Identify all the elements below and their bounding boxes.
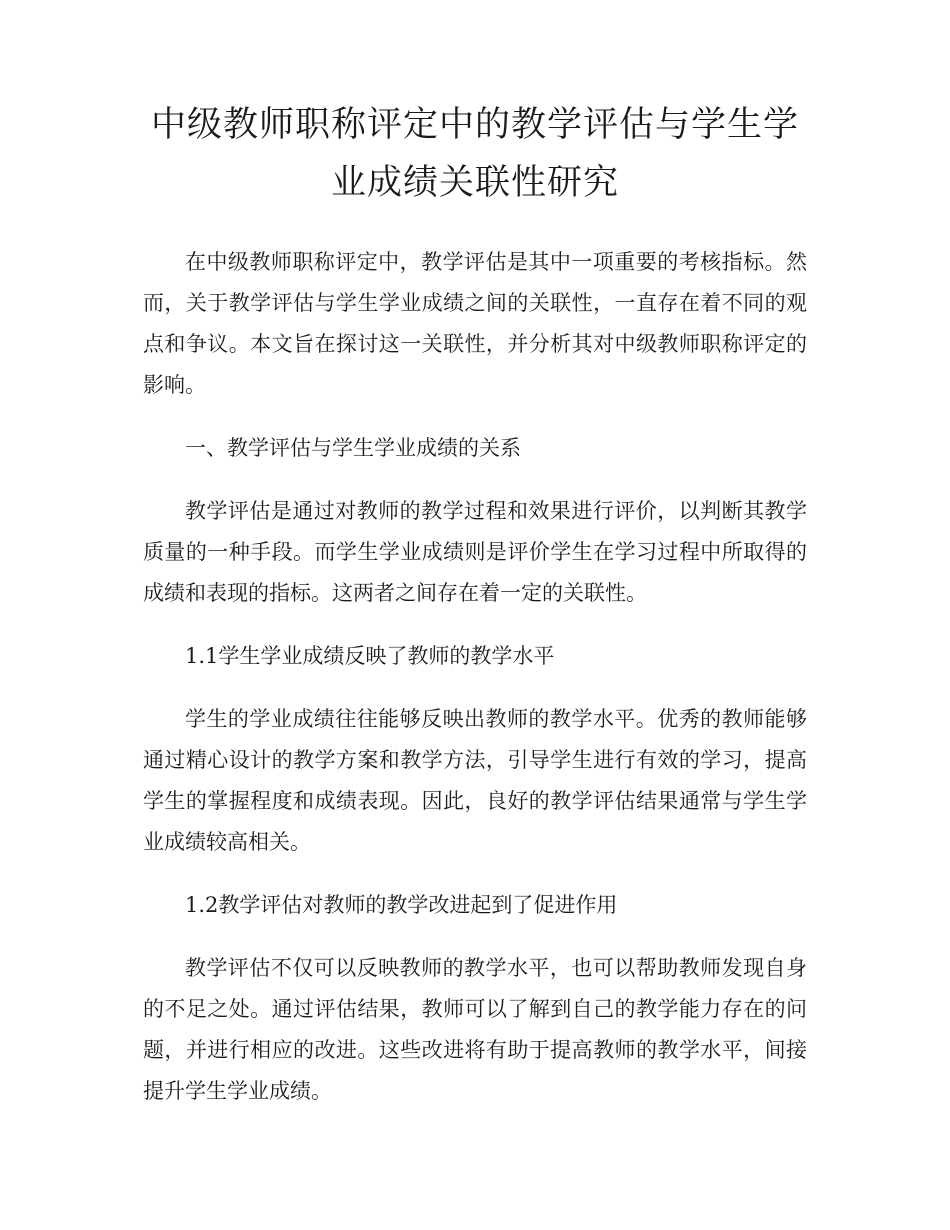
subsection-heading-1-1: 1.1学生学业成绩反映了教师的教学水平 bbox=[185, 644, 555, 668]
document-title: 中级教师职称评定中的教学评估与学生学业成绩关联性研究 bbox=[150, 105, 799, 203]
subsection-1-2-paragraph: 教学评估不仅可以反映教师的教学水平，也可以帮助教师发现自身的不足之处。通过评估结果，教师可以了解到自己的教学能力存在的问题，并进行相应的改进。这些改进将有助于提高教师的教学水平，间接提升学生学业成绩。 bbox=[143, 956, 807, 1103]
subsection-1-1-paragraph: 学生的学业成绩往往能够反映出教师的教学水平。优秀的教师能够通过精心设计的教学方案和教学方法，引导学生进行有效的学习，提高学生的掌握程度和成绩表现。因此，良好的教学评估结果通常与学生学业成绩较高相关。 bbox=[143, 707, 807, 854]
document-body bbox=[143, 242, 807, 1112]
intro-paragraph: 在中级教师职称评定中，教学评估是其中一项重要的考核指标。然而，关于教学评估与学生学业成绩之间的关联性，一直存在着不同的观点和争议。本文旨在探讨这一关联性，并分析其对中级教师职称评定的影响。 bbox=[143, 250, 807, 397]
section-1-paragraph: 教学评估是通过对教师的教学过程和效果进行评价，以判断其教学质量的一种手段。而学生学业成绩则是评价学生在学习过程中所取得的成绩和表现的指标。这两者之间存在着一定的关联性。 bbox=[143, 499, 807, 605]
section-heading-1: 一、教学评估与学生学业成绩的关系 bbox=[185, 436, 521, 460]
subsection-heading-1-2: 1.2教学评估对教师的教学改进起到了促进作用 bbox=[185, 893, 618, 917]
